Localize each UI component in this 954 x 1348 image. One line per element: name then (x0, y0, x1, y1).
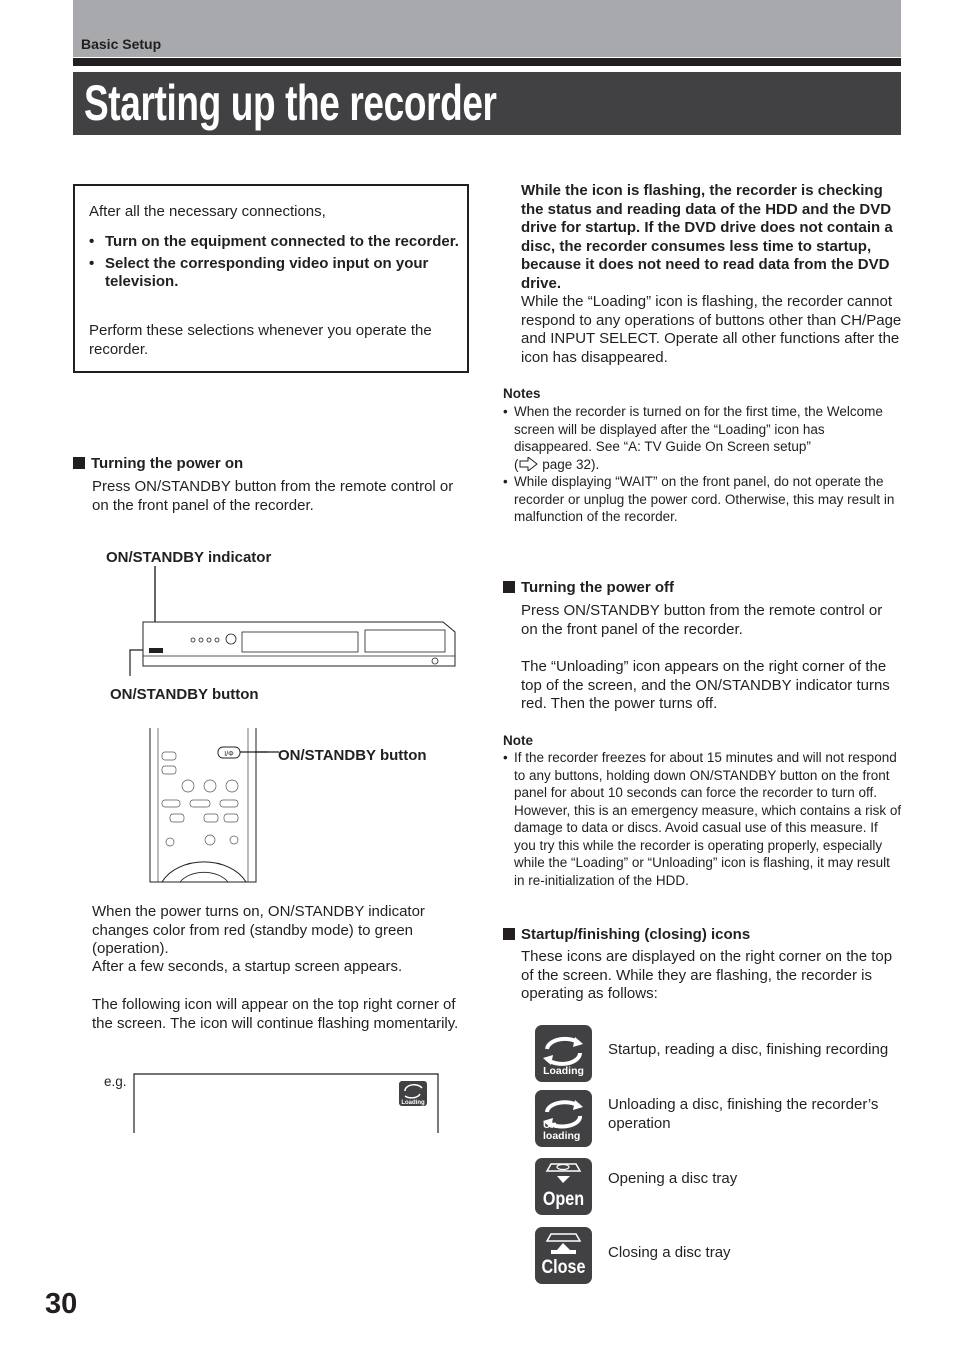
unloading-icon-text (543, 1120, 580, 1142)
note-list (503, 749, 903, 889)
open-desc: Opening a disc tray (608, 1170, 738, 1187)
loading-desc: Startup, reading a disc, finishing recording (608, 1041, 889, 1058)
intro-bullet: • Select the corresponding video input on your television. (89, 255, 459, 292)
screen-example (133, 1073, 441, 1133)
loading-icon (535, 1025, 592, 1082)
section-label: Basic Setup (81, 36, 162, 52)
note-ref-page: page 32). (538, 456, 600, 472)
close-icon-text: Close (541, 1257, 586, 1278)
power-on-body: Press ON/STANDBY button from the remote control or on the front panel of the recorder. (92, 478, 454, 514)
icons-body: These icons are displayed on the right corner on the top of the screen. While they are flashing, the recorder is operating as follows: (521, 948, 893, 1002)
after-on-p1: When the power turns on, ON/STANDBY indicator changes color from red (standby mode) to green (operation). (92, 903, 425, 957)
remote-illustration (148, 728, 268, 884)
intro-lead: After all the necessary connections, (89, 203, 326, 220)
notes-list (503, 403, 901, 526)
section-marker-icon (503, 581, 515, 593)
after-on-p3: The following icon will appear on the top right corner of the screen. The icon will continue flashing momentarily. (92, 996, 459, 1032)
section-marker-icon (503, 928, 515, 940)
intro-bullet: • Turn on the equipment connected to the recorder. (89, 233, 459, 252)
front-button-label: ON/STANDBY button (110, 686, 259, 703)
open-icon-text: Open (542, 1189, 585, 1210)
power-on-heading (73, 455, 243, 474)
unloading-icon-text-2: loading (543, 1130, 581, 1142)
note-heading: Note (503, 733, 533, 748)
close-desc: Closing a disc tray (608, 1244, 731, 1261)
notes-heading: Notes (503, 386, 541, 401)
power-off-heading-text: Turning the power off (521, 579, 675, 596)
unloading-icon-text-1: Un (543, 1119, 557, 1131)
intro-closing: Perform these selections whenever you operate the recorder. (89, 322, 432, 358)
indicator-label: ON/STANDBY indicator (106, 549, 272, 566)
eg-loading-icon-text: Loading (401, 1100, 425, 1106)
note-item: • While displaying “WAIT” on the front panel, do not operate the recorder or unplug the power cord. Otherwise, this may result in malfunction of the recorder. (503, 473, 901, 526)
page-number: 30 (45, 1288, 78, 1320)
unloading-desc: Unloading a disc, finishing the recorder’s operation (608, 1096, 879, 1132)
power-off-p2: The “Unloading” icon appears on the right corner of the top of the screen, and the ON/STANDBY indicator turns red. Then the power turns off. (521, 658, 890, 712)
note-ref-open: ( (514, 456, 519, 472)
remote-on-standby-key: I/Φ (224, 751, 234, 758)
power-on-heading-text: Turning the power on (91, 455, 244, 472)
section-marker-icon (73, 457, 85, 469)
arrow-right-icon (519, 457, 539, 471)
unloading-icon (535, 1090, 592, 1147)
right-top-normal: While the “Loading” icon is flashing, the recorder cannot respond to any operations of buttons other than CH/Page and INPUT SELECT. Operate all other functions after the icon has disappeared. (521, 293, 902, 366)
open-icon (535, 1158, 592, 1215)
eg-label: e.g. (104, 1074, 127, 1089)
intro-bullets (89, 233, 459, 292)
power-off-heading (503, 579, 674, 598)
header-band (73, 0, 901, 57)
icons-heading-text: Startup/finishing (closing) icons (521, 926, 751, 943)
note-item (503, 403, 901, 473)
power-off-p1: Press ON/STANDBY button from the remote control or on the front panel of the recorder. (521, 602, 883, 638)
note-item-text: When the recorder is turned on for the first time, the Welcome screen will be displayed after the “Loading” icon has disappeared. See “A: TV Guide On Screen setup” (514, 404, 883, 454)
note-item: • If the recorder freezes for about 15 minutes and will not respond to any buttons, holding down ON/STANDBY button on the front panel for about 10 seconds can force the recorder to turn off. However, this is an emergency measure, which contains a risk of damage to data or discs. Avoid casual use of this measure. If you try this while the recorder is operating properly, especially while the “Loading” or “Unloading” icon is flashing, it may result in re-initialization of the HDD. (503, 749, 903, 889)
loading-icon-text: Loading (543, 1065, 584, 1077)
recorder-illustration (125, 566, 465, 676)
header-rule (73, 58, 901, 66)
icons-heading (503, 926, 750, 945)
after-on-p2: After a few seconds, a startup screen appears. (92, 958, 403, 975)
page-title: Starting up the recorder (84, 75, 497, 131)
remote-button-label: ON/STANDBY button (278, 747, 427, 764)
right-top-bold: While the icon is flashing, the recorder is checking the status and reading data of the HDD and the DVD drive for startup. If the DVD drive does not contain a disc, the recorder consumes less time to startup, because it does not need to read data from the DVD drive. (521, 182, 893, 292)
close-icon (535, 1227, 592, 1284)
